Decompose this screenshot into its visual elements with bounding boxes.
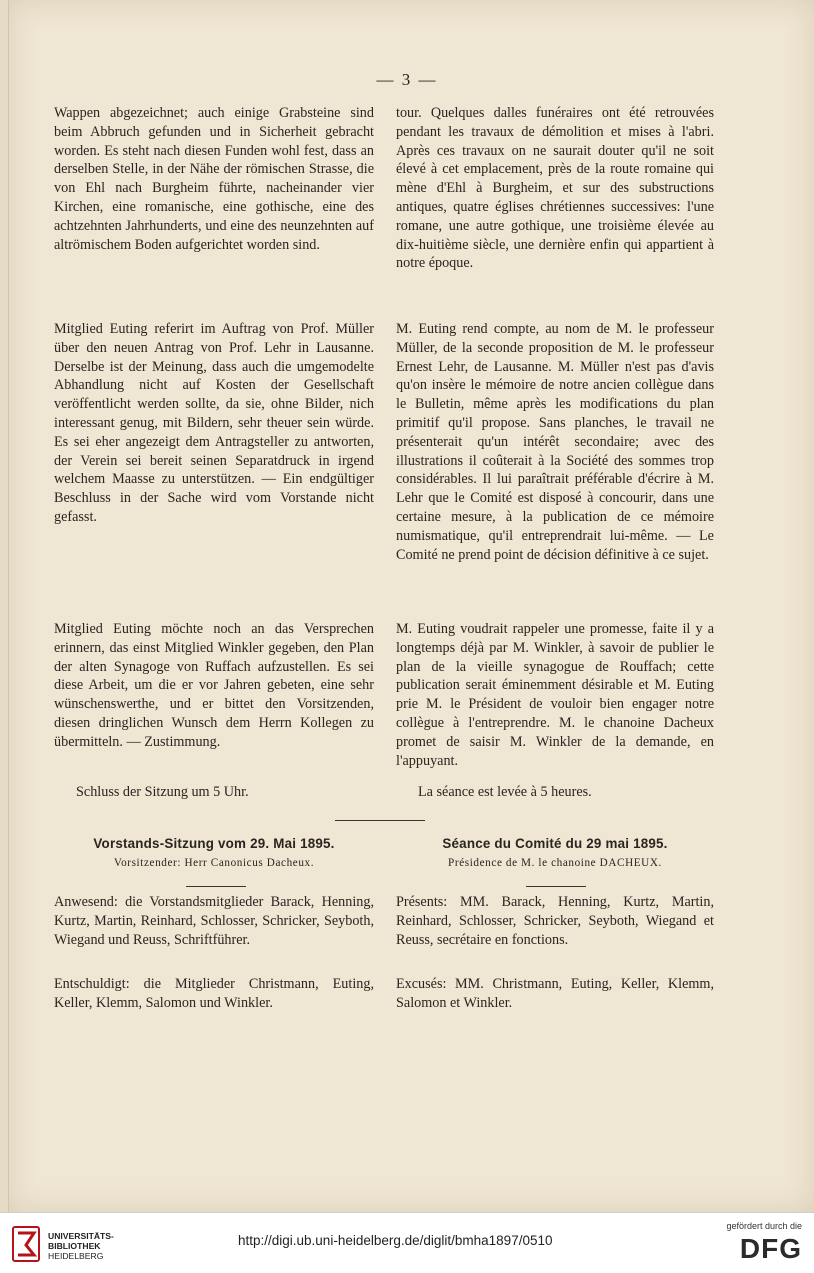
right-section-heading: Séance du Comité du 29 mai 1895. bbox=[442, 836, 668, 851]
right-section-subheading: Présidence de M. le chanoine DACHEUX. bbox=[448, 857, 662, 869]
viewer-footer bbox=[0, 1212, 814, 1273]
left-section-heading: Vorstands-Sitzung vom 29. Mai 1895. bbox=[93, 836, 335, 851]
page-edge bbox=[0, 0, 9, 1212]
library-name-line-3: HEIDELBERG bbox=[48, 1251, 104, 1261]
left-section-subheading: Vorsitzender: Herr Canonicus Dacheux. bbox=[113, 857, 315, 869]
dfg-logo[interactable]: DFG bbox=[739, 1233, 802, 1264]
left-paragraph-1: Wappen abgezeichnet; auch einige Grabsteine sind beim Abbruch gefunden und in Sicherheit gebracht worden. Es steht nach diesen Funden wohl fest, dass an derselben Stelle, in der Nähe der römischen Strasse, die von Ehl nach Burgheim führte, nacheinander vier Kirchen, eine romanische, eine gothische, eine des achtzehnten Jahrhunderts, und eine des neunzehnten auf altrömischem Boden aufgerichtet worden sind. bbox=[54, 105, 374, 253]
right-heading-rule bbox=[526, 886, 586, 887]
left-paragraph-6: Entschuldigt: die Mitglieder Christmann, Euting, Keller, Klemm, Salomon und Winkler. bbox=[54, 976, 374, 1011]
permalink-url[interactable]: http://digi.ub.uni-heidelberg.de/diglit/bmha1897/0510 bbox=[238, 1233, 553, 1248]
library-emblem-icon bbox=[12, 1225, 42, 1263]
left-paragraph-2: Mitglied Euting referirt im Auftrag von Prof. Müller über den neuen Antrag von Prof. Lehr in Lausanne. Derselbe ist der Meinung, dass auch die umgemodelte Abhandlung nicht auf Kosten der Gesellschaft veröffentlicht werden sollte, da sie, ohne Bilder, nich interessant genug, mit Bildern, sehr theuer sein würde. Es sei eher angezeigt dem Antragsteller zu antworten, der Verein sei bereit seinen Separatdruck in irgend welchem Maasse zu unterstützen. — Ein endgültiger Beschluss in der Sache wird vom Vorstande nicht gefasst. bbox=[54, 321, 374, 525]
left-heading-rule bbox=[186, 886, 246, 887]
library-name-line-1: UNIVERSITÄTS- bbox=[48, 1231, 114, 1241]
page-number: — 3 — bbox=[376, 70, 438, 89]
library-name bbox=[48, 1231, 114, 1261]
university-library-logo[interactable] bbox=[12, 1223, 122, 1267]
right-paragraph-4: La séance est levée à 5 heures. bbox=[418, 784, 592, 800]
section-divider bbox=[335, 820, 425, 821]
library-name-line-2: BIBLIOTHEK bbox=[48, 1241, 101, 1251]
right-paragraph-1: tour. Quelques dalles funéraires ont été retrouvées pendant les travaux de démolition et mises à l'abri. Après ces travaux on ne saurait douter qu'il ne soit élevé à cet emplacement, près de la route romaine qui mène d'Ehl à Burgheim, et sur des substructions antiques, quatre églises chrétiennes successives: l'une romane, une autre gothique, une troisième élevée au dix-huitième siècle, une dernière enfin qui appartient à notre époque. bbox=[396, 105, 714, 272]
funding-note: gefördert durch die bbox=[726, 1221, 802, 1231]
right-paragraph-6: Excusés: MM. Christmann, Euting, Keller, Klemm, Salomon et Winkler. bbox=[396, 976, 714, 1011]
left-paragraph-4: Schluss der Sitzung um 5 Uhr. bbox=[76, 784, 249, 800]
right-paragraph-2: M. Euting rend compte, au nom de M. le professeur Müller, de la seconde proposition de M. le professeur Ernest Lehr, de Lausanne. M. Müller n'est pas d'avis qu'on insère le mémoire de notre ancien collègue dans le Bulletin, même après les modifications du plan primitif qu'il propose. Sans planches, le travail ne présenterait qu'un intérêt secondaire; avec des illustrations il coûterait à la Société des sommes trop considérables. Il lui paraîtrait préférable d'écrire à M. Lehr que le Comité est disposé à concourir, dans une certaine mesure, à la publication de ce mémoire numismatique, qu'il entreprendrait lui-même. — Le Comité ne prend point de décision définitive à ce sujet. bbox=[396, 321, 714, 563]
right-paragraph-3: M. Euting voudrait rappeler une promesse, faite il y a longtemps déjà par M. Winkler, à savoir de publier le plan de la vieille synagogue de Rouffach; cette publication serait éminemment désirable et M. Euting prie M. le Président de vouloir bien engager notre collègue à l'entreprendre. M. le chanoine Dacheux promet de saisir M. Winkler de la demande, en l'appuyant. bbox=[396, 621, 714, 769]
left-paragraph-3: Mitglied Euting möchte noch an das Versprechen erinnern, das einst Mitglied Winkler gegeben, den Plan der alten Synagoge von Ruffach aufzustellen. Es sei diese Arbeit, um die er vor Jahren gebeten, eine sehr wünschenswerthe, und er bittet den Vorsitzenden, diesen dringlichen Wunsch dem Herrn Kollegen zu übermitteln. — Zustimmung. bbox=[54, 621, 374, 750]
right-paragraph-5: Présents: MM. Barack, Henning, Kurtz, Martin, Reinhard, Schlosser, Schricker, Seyboth, Wiegand et Reuss, secrétaire en fonctions. bbox=[396, 894, 714, 948]
left-paragraph-5: Anwesend: die Vorstandsmitglieder Barack, Henning, Kurtz, Martin, Reinhard, Schlosser, Schricker, Seyboth, Wiegand und Reuss, Schriftführer. bbox=[54, 894, 374, 948]
